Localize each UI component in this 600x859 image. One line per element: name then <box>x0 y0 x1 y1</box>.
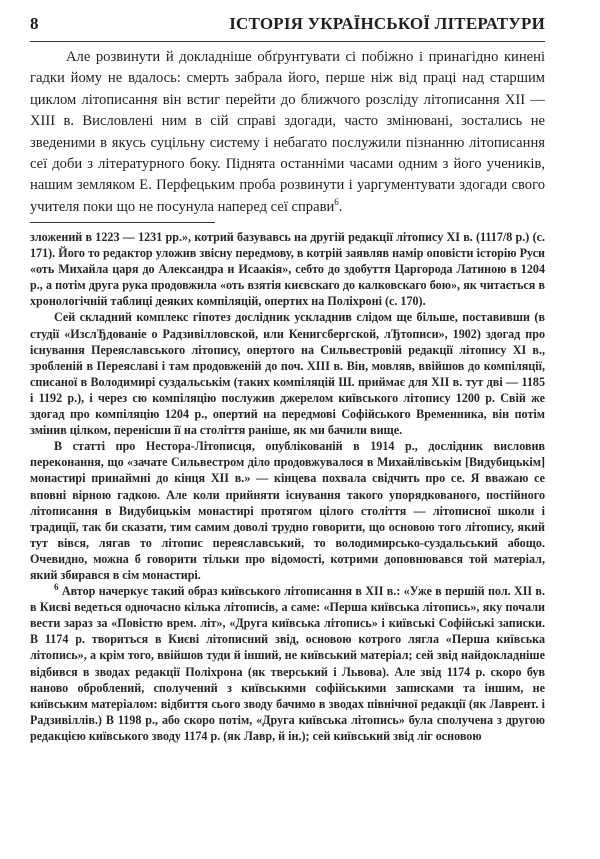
main-paragraph <box>30 47 545 218</box>
footnote-text: Автор начеркує такий образ київського літописання в XII в.: «Уже в першій пол. XII в. в Києві ведеться одночасно кілька літописів, а саме: «Перша київська літопись», яку почали вести зараз за «Повістю врем. літ», «Друга київська літопись» і київські Софійські записки. В 1174 р. твориться в Києві літописний звід, основою котрого лягла «Перша київська літопись», а крім того, ввійшов туди й інший, не київський матеріал; сей звід найдокладніше відбився в зводах редакції Поліхрона (як тверський і Львова). Але звід 1174 р. скоро був наново оброблений, сполучений з київськими софійськими записками та іншим, не київським матеріалом: відбиття сього зводу бачимо в зводах північної редакції (як Лаврент. і Радзивіллів.) В 1198 р., або скоро потім, «Друга київська літопись» була сполучена з другою редакцією київського зводу 1174 р. (як Лавр, й ін.); сей київський звід ліг основою <box>30 584 545 743</box>
footnote-paragraph: В статті про Нестора-Літописця, опублікованій в 1914 р., дослідник висловив переконання, що «зачате Сильвестром діло продовжувалося в Михайлівськім [Видубицькім] монастирі принаймні до кінця XII в.» — кінцева похвала свідчить про се. Я вважаю се вповні вірною гадкою. Але коли прийняти існування такого упорядкованого, постійного літописання в Видубицькім монастирі протягом цілого століття — літописної школи і традиції, так би сказати, тим самим доволі трудно говорити, що основою того літопису, який тут вівся, лягав то літопис переяславський, то володимирсько-суздальський абощо. Очевидно, можна б говорити тільки про відомості, котрими доповнювався той матеріал, який збирався в сім монастирі. <box>30 439 545 582</box>
footnotes <box>30 229 545 744</box>
paragraph-end: . <box>338 198 343 215</box>
footnote-reference: 6 <box>334 196 339 207</box>
footnote-marker: 6 <box>54 582 59 593</box>
page-number: 8 <box>30 14 39 33</box>
footnote-continuation: зложений в 1223 — 1231 рр.», котрий базувавсь на другій редакції літопису XI в. (1117/8 р.) (с. 171). Його то редактор уложив звісну передмову, в котрій заявляв намір оповісти історію Руси «оть Михайла царя до Александра и Исаакія», себто до здобуття Царгорода Латиною в 1204 р., а потім друга рука продовжила «оть взятія києвскаго до калковскаго бою», як читається в хронологічній таблиці деяких компіляцій, опертих на Поліхроні (с. 170). <box>30 230 545 309</box>
header-rule <box>30 41 545 42</box>
main-text <box>30 47 545 218</box>
footnote-paragraph: Сей складний комплекс гіпотез дослідник ускладнив слідом ще більше, поставивши (в студії «ИзслЂдованіе о Радзивілловской, или Кенигсбергской, лЂтописи», 1902) здогад про існування Переяславського літопису, опертого на Сильвестровій редакції літопису XI в., зробленій в Переяславі і там продовженій до поч. XIII в. Він, мовляв, ввійшов до компіляції, списаної в Володимирі суздальськім (таких компіляцій Ш. приймає для XII в. тут дві — 1185 і 1192 р.), і через сю компіляцію послужив джерелом київського літопису 1200 р. Свій же здогад про компіляцію 1204 р., опертий на передмові Софійського Временника, він потім змінив цілком, перенісши її на століття раніше, як ми бачили вище. <box>30 310 545 438</box>
footnote-separator <box>30 222 215 223</box>
page-header <box>30 14 545 40</box>
running-title: ІСТОРІЯ УКРАЇНСЬКОЇ ЛІТЕРАТУРИ <box>229 14 545 33</box>
paragraph-text: Але розвинути й докладніше обґрунтувати сі побіжно і принагідно кинені гадки йому не вдалось: смерть забрала його, перше ніж від праці над старшим циклом літописання він встиг перейти до ближчого розсліду літописання XII — XIII в. Висловлені ним в сій справі здогади, часто змінювані, зостались не зведеними в якусь суцільну систему і небагато послужили пізнанню літописання сеї доби з літературного боку. Піднята останніми часами одним з його учеників, нашим земляком Е. Перфецьким проба розвинути і уаргументувати здогади свого учителя поки що не посунула наперед сеї справи <box>30 49 545 215</box>
footnote-6 <box>30 583 545 744</box>
